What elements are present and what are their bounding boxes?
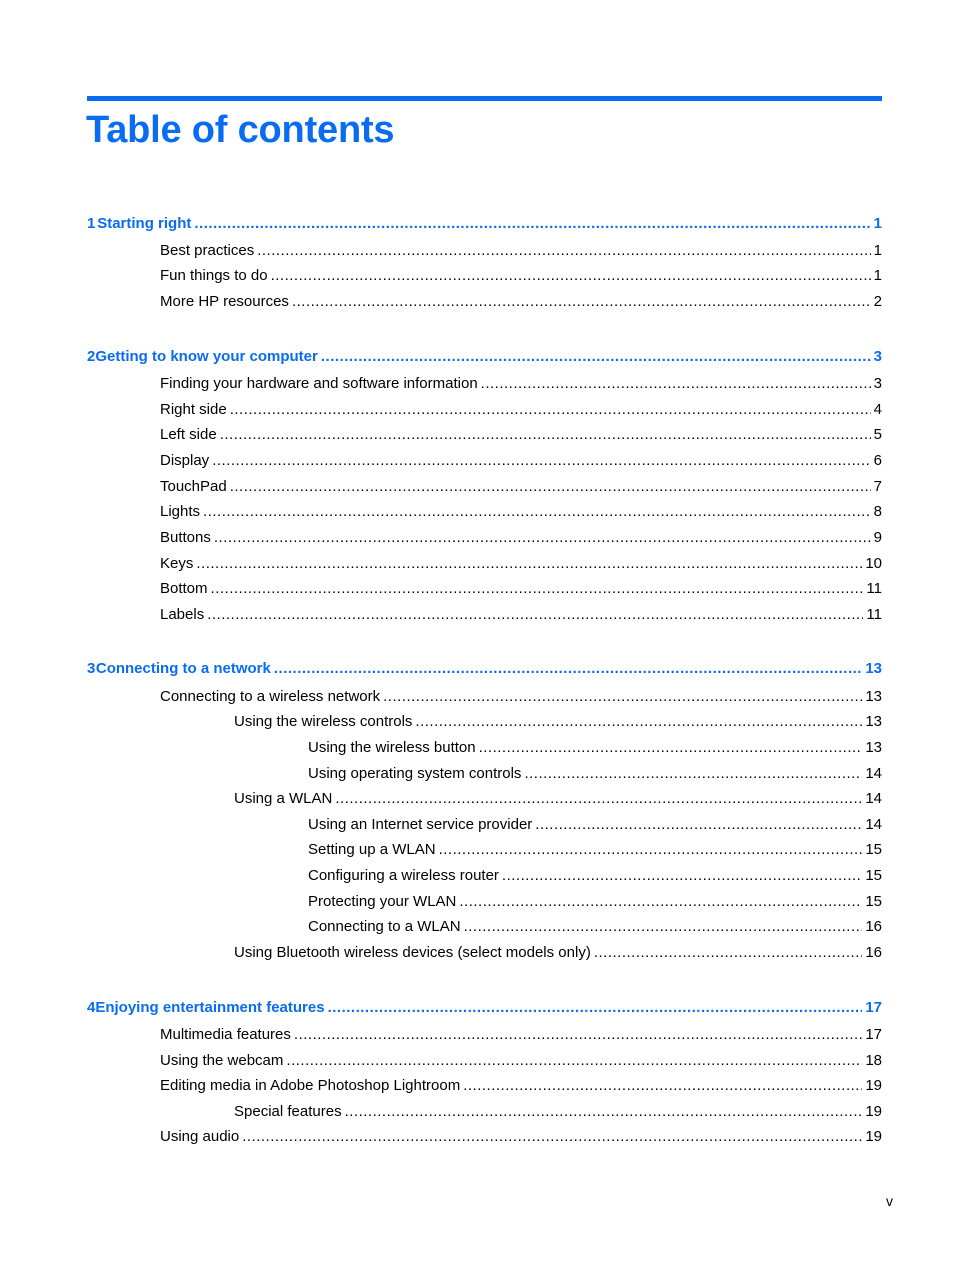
toc-section-entry[interactable] — [234, 788, 882, 810]
toc-entry-label: Display — [160, 452, 210, 469]
toc-page-number: 13 — [865, 660, 882, 677]
dot-leader — [481, 373, 871, 395]
toc-entry-label: Editing media in Adobe Photoshop Lightroom — [160, 1077, 461, 1094]
toc-entry-label: Enjoying entertainment features — [95, 999, 325, 1016]
dot-leader — [524, 763, 862, 785]
toc-page-number: 13 — [865, 739, 882, 756]
toc-entry-label: Fun things to do — [160, 267, 268, 284]
dot-leader — [271, 265, 871, 287]
toc-page-number: 7 — [873, 478, 882, 495]
toc-chapter-entry[interactable] — [87, 658, 882, 680]
toc-entry-label: Using a WLAN — [234, 790, 333, 807]
toc-entry-label: Special features — [234, 1103, 342, 1120]
toc-entry-label: Right side — [160, 401, 227, 418]
page-title: Table of contents — [86, 109, 395, 151]
dot-leader — [212, 450, 870, 472]
dot-leader — [345, 1101, 863, 1123]
toc-page-number: 1 — [873, 267, 882, 284]
toc-entry-label: Connecting to a WLAN — [308, 918, 461, 935]
toc-page-number: 16 — [865, 944, 882, 961]
toc-entry-label: Using an Internet service provider — [308, 816, 533, 833]
dot-leader — [294, 1024, 862, 1046]
toc-section-entry[interactable] — [308, 763, 882, 785]
toc-page-number: 11 — [866, 606, 882, 623]
toc-entry-label: Using the webcam — [160, 1052, 284, 1069]
toc-entry-label: Starting right — [97, 215, 192, 232]
dot-leader — [211, 578, 864, 600]
dot-leader — [194, 213, 870, 235]
toc-page-number: 1 — [873, 242, 882, 259]
dot-leader — [196, 553, 862, 575]
toc-page-number: 3 — [873, 348, 882, 365]
toc-entry-label: Bottom — [160, 580, 208, 597]
toc-section-entry[interactable] — [160, 476, 882, 498]
dot-leader — [328, 997, 863, 1019]
toc-chapter-entry[interactable] — [87, 346, 882, 368]
toc-entry-label: Using the wireless controls — [234, 713, 413, 730]
toc-entry-label: Best practices — [160, 242, 255, 259]
toc-section-entry[interactable] — [160, 265, 882, 287]
toc-page-number: 16 — [865, 918, 882, 935]
dot-leader — [464, 916, 863, 938]
toc-section-entry[interactable] — [234, 1101, 882, 1123]
toc-entry-label: Using audio — [160, 1128, 240, 1145]
toc-section-entry[interactable] — [308, 839, 882, 861]
toc-entry-label: Connecting to a network — [95, 660, 271, 677]
toc-section-entry[interactable] — [160, 1075, 882, 1097]
toc-entry-label: Labels — [160, 606, 205, 623]
toc-page-number: 15 — [865, 867, 882, 884]
dot-leader — [463, 1075, 862, 1097]
toc-chapter-number: 2 — [87, 348, 96, 365]
toc-chapter-entry[interactable] — [87, 997, 882, 1019]
toc-entry-label: Keys — [160, 555, 194, 572]
dot-leader — [286, 1050, 862, 1072]
dot-leader — [257, 240, 870, 262]
toc-entry-label: Protecting your WLAN — [308, 893, 457, 910]
page-folio: v — [886, 1193, 893, 1209]
toc-page-number: 14 — [865, 765, 882, 782]
toc-section-entry[interactable] — [160, 240, 882, 262]
toc-page-number: 6 — [873, 452, 882, 469]
toc-page-number: 1 — [873, 215, 882, 232]
toc-chapter-entry[interactable] — [87, 213, 882, 235]
toc-section-entry[interactable] — [308, 916, 882, 938]
toc-section-entry[interactable] — [234, 711, 882, 733]
toc-page-number: 19 — [865, 1128, 882, 1145]
dot-leader — [274, 658, 862, 680]
dot-leader — [415, 711, 862, 733]
toc-section-entry[interactable] — [160, 501, 882, 523]
toc-section-entry[interactable] — [160, 553, 882, 575]
dot-leader — [214, 527, 871, 549]
dot-leader — [383, 686, 862, 708]
toc-page-number: 17 — [865, 1026, 882, 1043]
dot-leader — [594, 942, 862, 964]
toc-entry-label: Connecting to a wireless network — [160, 688, 381, 705]
toc-page-number: 9 — [873, 529, 882, 546]
toc-section-entry[interactable] — [160, 373, 882, 395]
dot-leader — [292, 291, 871, 313]
toc-page-number: 17 — [865, 999, 882, 1016]
toc-entry-label: Multimedia features — [160, 1026, 291, 1043]
toc-entry-label: Left side — [160, 426, 217, 443]
toc-chapter-number: 4 — [87, 999, 96, 1016]
toc-page-number: 11 — [866, 580, 882, 597]
dot-leader — [459, 891, 862, 913]
toc-chapter-number: 1 — [87, 215, 96, 232]
toc-entry-label: Finding your hardware and software information — [160, 375, 478, 392]
toc-page-number: 3 — [873, 375, 882, 392]
toc-section-entry[interactable] — [308, 865, 882, 887]
toc-entry-label: Using operating system controls — [308, 765, 522, 782]
toc-page-number: 13 — [865, 688, 882, 705]
toc-page-number: 10 — [865, 555, 882, 572]
toc-page-number: 2 — [873, 293, 882, 310]
dot-leader — [220, 424, 871, 446]
title-rule — [87, 96, 882, 101]
toc-section-entry[interactable] — [234, 942, 882, 964]
toc-page-number: 8 — [873, 503, 882, 520]
dot-leader — [502, 865, 862, 887]
toc-section-entry[interactable] — [160, 1024, 882, 1046]
toc-entry-label: Buttons — [160, 529, 211, 546]
toc-section-entry[interactable] — [160, 527, 882, 549]
toc-entry-label: Lights — [160, 503, 201, 520]
dot-leader — [207, 604, 863, 626]
toc-section-entry[interactable] — [160, 1126, 882, 1148]
dot-leader — [230, 476, 871, 498]
toc-entry-label: Using the wireless button — [308, 739, 476, 756]
toc-entry-label: Using Bluetooth wireless devices (select models only) — [234, 944, 591, 961]
toc-page-number: 14 — [865, 816, 882, 833]
toc-page-number: 19 — [865, 1103, 882, 1120]
toc-entry-label: Getting to know your computer — [95, 348, 318, 365]
toc-section-entry[interactable] — [160, 1050, 882, 1072]
toc-section-entry[interactable] — [160, 424, 882, 446]
dot-leader — [439, 839, 863, 861]
toc-page-number: 15 — [865, 841, 882, 858]
toc-section-entry[interactable] — [160, 450, 882, 472]
toc-page-number: 14 — [865, 790, 882, 807]
toc-section-entry[interactable] — [160, 578, 882, 600]
dot-leader — [335, 788, 862, 810]
dot-leader — [242, 1126, 862, 1148]
dot-leader — [321, 346, 871, 368]
toc-section-entry[interactable] — [308, 891, 882, 913]
toc-section-entry[interactable] — [160, 291, 882, 313]
toc-section-entry[interactable] — [308, 814, 882, 836]
dot-leader — [230, 399, 871, 421]
toc-page-number: 5 — [873, 426, 882, 443]
toc-entry-label: More HP resources — [160, 293, 289, 310]
toc-entry-label: TouchPad — [160, 478, 227, 495]
dot-leader — [203, 501, 871, 523]
dot-leader — [535, 814, 862, 836]
toc-page-number: 4 — [873, 401, 882, 418]
toc-page-number: 19 — [865, 1077, 882, 1094]
toc-page-number: 18 — [865, 1052, 882, 1069]
toc-page-number: 15 — [865, 893, 882, 910]
toc-chapter-number: 3 — [87, 660, 96, 677]
toc-section-entry[interactable] — [160, 686, 882, 708]
toc-section-entry[interactable] — [160, 604, 882, 626]
toc-entry-label: Configuring a wireless router — [308, 867, 499, 884]
toc-page-number: 13 — [865, 713, 882, 730]
toc-entry-label: Setting up a WLAN — [308, 841, 436, 858]
toc-section-entry[interactable] — [160, 399, 882, 421]
dot-leader — [479, 737, 863, 759]
toc-section-entry[interactable] — [308, 737, 882, 759]
